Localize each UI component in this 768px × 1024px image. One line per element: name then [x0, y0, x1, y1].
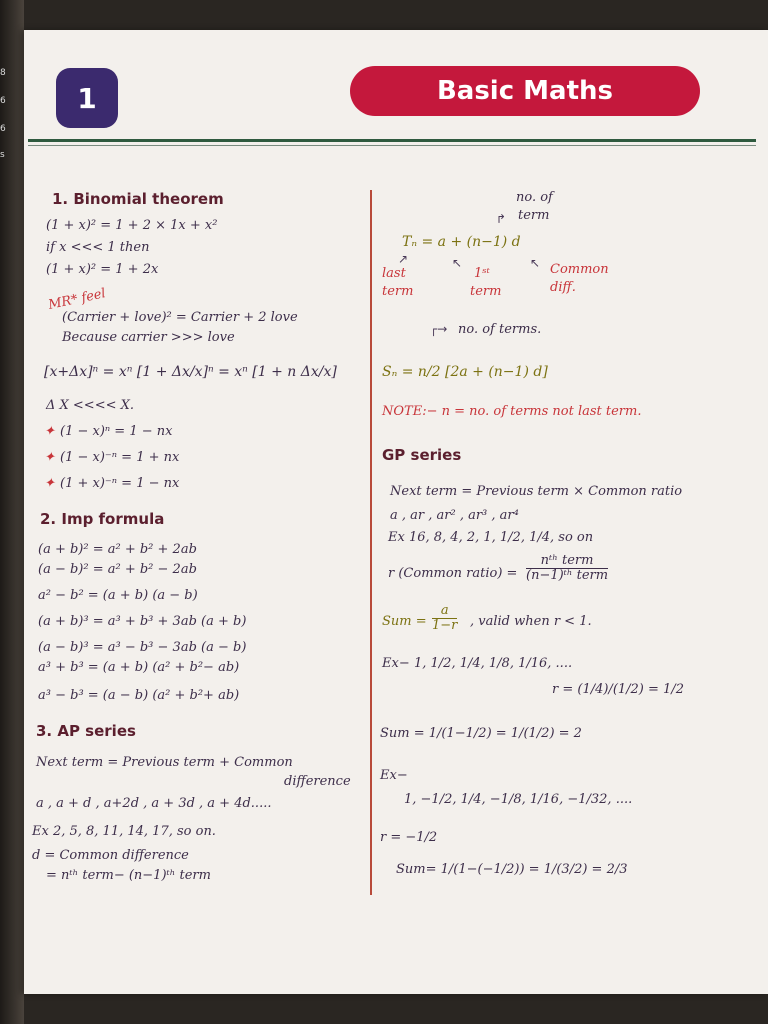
delta-note: Δ X <<<< X. [46, 398, 134, 413]
gp-terms: a , ar , ar² , ar³ , ar⁴ [390, 508, 519, 523]
bullet-icon: ✦ [44, 450, 55, 465]
mr-feel-label: MR* feel [47, 286, 108, 313]
ap-example: Ex 2, 5, 8, 11, 14, 17, so on. [32, 824, 216, 839]
gp-example: Ex 16, 8, 4, 2, 1, 1/2, 1/4, so on [388, 530, 594, 545]
imp-f7: a³ − b³ = (a − b) (a² + b²+ ab) [38, 688, 240, 703]
gp-ratio-label: r (Common ratio) = [388, 566, 518, 581]
gp-ratio-den: (n−1)ᵗʰ term [526, 568, 609, 584]
ann-first: 1ˢᵗ [474, 266, 490, 281]
bleed-mark: 6 [0, 96, 6, 106]
binomial-line1: (1 + x)² = 1 + 2 × 1x + x² [46, 218, 218, 233]
imp-f5: (a − b)³ = a³ − b³ − 3ab (a − b) [38, 640, 247, 655]
binomial-line3: (1 + x)² = 1 + 2x [46, 262, 159, 277]
imp-f3: a² − b² = (a + b) (a − b) [38, 588, 198, 603]
imp-f1: (a + b)² = a² + b² + 2ab [38, 542, 197, 557]
love-line2: Because carrier >>> love [62, 330, 235, 345]
ap-terms: a , a + d , a+2d , a + 3d , a + 4d..... [36, 796, 272, 811]
ann-no-of: no. of [516, 190, 553, 205]
bullet-icon: ✦ [44, 424, 55, 439]
ap-note: NOTE:− n = no. of terms not last term. [382, 404, 642, 419]
chapter-title-banner: Basic Maths [350, 66, 700, 116]
love-line1: (Carrier + love)² = Carrier + 2 love [62, 310, 298, 325]
gp-next: Next term = Previous term × Common ratio [390, 484, 683, 499]
gp-ratio-num: nᵗʰ term [526, 554, 608, 569]
imp-heading: 2. Imp formula [40, 510, 165, 528]
bullet-icon: ✦ [44, 476, 55, 491]
arrow-icon: ↱ [496, 212, 507, 226]
gp-sum-den: 1−r [432, 618, 458, 634]
gp-ex1-r: r = (1/4)/(1/2) = 1/2 [552, 682, 684, 697]
binomial-line2: if x <<< 1 then [46, 240, 150, 255]
approx-2: (1 − x)⁻ⁿ = 1 + nx [60, 450, 180, 465]
arrow-icon: ↗ [398, 252, 409, 266]
column-divider [370, 190, 372, 895]
gp-sum-label: Sum = [382, 614, 427, 629]
gp-ratio-fraction [526, 554, 608, 584]
chapter-number-badge: 1 [56, 68, 118, 128]
ann-common: Common [550, 262, 609, 277]
gp-ex1-series: 1, 1/2, 1/4, 1/8, 1/16, .... [414, 656, 573, 671]
ann-no-terms: no. of terms. [458, 322, 542, 337]
tn-formula: Tₙ = a + (n−1) d [402, 234, 521, 250]
ap-next1: Next term = Previous term + Common [36, 755, 293, 770]
ann-first-term: term [470, 284, 502, 299]
ap-heading: 3. AP series [36, 722, 136, 740]
bleed-mark: 8 [0, 68, 6, 78]
ann-last: last [382, 266, 406, 281]
ann-term: term [518, 208, 550, 223]
gp-ex2-r: r = −1/2 [380, 830, 438, 845]
gp-sum-num: a [432, 604, 457, 619]
imp-f4: (a + b)³ = a³ + b³ + 3ab (a + b) [38, 614, 247, 629]
ap-next2: difference [284, 774, 351, 789]
ap-d-def: d = Common difference [32, 848, 189, 863]
binomial-heading: 1. Binomial theorem [52, 190, 224, 208]
ann-last-term: term [382, 284, 414, 299]
header-rule [28, 139, 756, 142]
ann-diff: diff. [550, 280, 576, 295]
gp-heading: GP series [382, 446, 462, 464]
gp-ex1-label: Ex− [382, 656, 410, 671]
gp-ex2-sum: Sum= 1/(1−(−1/2)) = 1/(3/2) = 2/3 [396, 862, 628, 877]
sn-formula: Sₙ = n/2 [2a + (n−1) d] [382, 364, 548, 380]
gp-ex1-sum: Sum = 1/(1−1/2) = 1/(1/2) = 2 [380, 726, 582, 741]
header-rule-thin [28, 145, 756, 146]
imp-f2: (a − b)² = a² + b² − 2ab [38, 562, 197, 577]
bleed-mark: s [0, 150, 5, 160]
arrow-icon: ↖ [452, 256, 463, 270]
gp-sum-valid: , valid when r < 1. [470, 614, 592, 629]
bleed-mark: 6 [0, 124, 6, 134]
page-gutter [0, 0, 24, 1024]
ap-d-formula: = nᵗʰ term− (n−1)ᵗʰ term [46, 868, 211, 883]
gp-ex2-series: 1, −1/2, 1/4, −1/8, 1/16, −1/32, .... [404, 792, 633, 807]
arrow-icon: ┌→ [430, 322, 448, 336]
approx-1: (1 − x)ⁿ = 1 − nx [60, 424, 173, 439]
approx-3: (1 + x)⁻ⁿ = 1 − nx [60, 476, 180, 491]
gp-ex2-label: Ex− [380, 768, 408, 783]
arrow-icon: ↖ [530, 256, 541, 270]
binomial-expansion: [x+Δx]ⁿ = xⁿ [1 + Δx/x]ⁿ = xⁿ [1 + n Δx/x] [44, 364, 337, 380]
imp-f6: a³ + b³ = (a + b) (a² + b²− ab) [38, 660, 240, 675]
gp-sum-fraction [432, 604, 457, 634]
